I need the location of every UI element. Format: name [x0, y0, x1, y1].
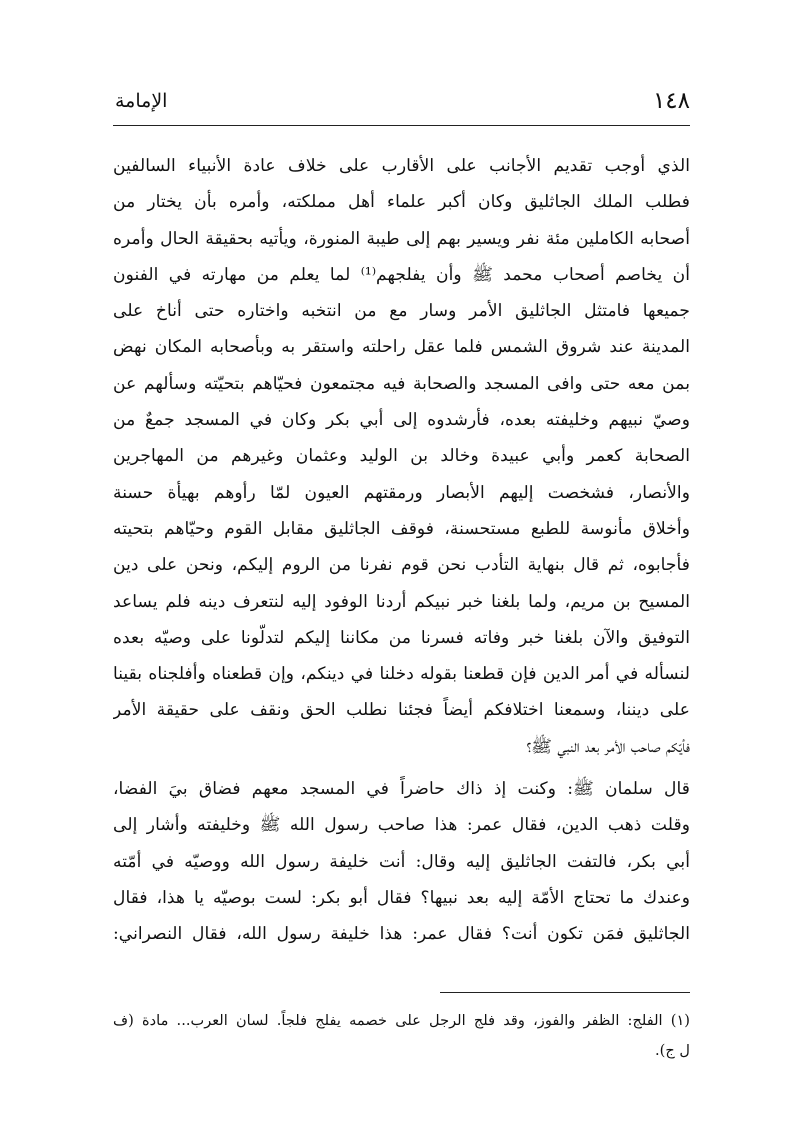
text-line: أصحابه الكاملين مئة نفر ويسير بهم إلى طيبة المنورة، ويأتيه بحقيقة الحال وأمره — [113, 228, 690, 249]
text-line: فأيّكم صاحب الأمر بعد النبي ﷺ؟ — [526, 736, 690, 757]
text-line: أن يخاصم أصحاب محمد ﷺ وأن يفلجهم⁽¹⁾ لما يعلم من مهارته في الفنون — [113, 264, 690, 285]
running-title: الإمامة — [115, 90, 168, 112]
text-line: الجاثليق فمَن تكون أنت؟ فقال عمر: هذا خليفة رسول الله، فقال النصراني: — [113, 924, 690, 945]
text-line: قال سلمان ﷺ: وكنت إذ ذاك حاضراً في المسجد معهم فضاق بيَ الفضا، — [113, 779, 690, 800]
page-header — [113, 86, 690, 118]
paragraph — [113, 771, 690, 952]
header-divider — [113, 125, 690, 126]
text-line: وصيّ نبيهم وخليفته بعده، فأرشدوه إلى أبي بكر وكان في المسجد جمعٌ من — [113, 410, 690, 431]
text-line: وعندك ما تحتاج الأمّة إليه بعد نبيها؟ فقال أبو بكر: لست بوصيّه يا هذا، فقال — [113, 887, 690, 908]
text-line: التوفيق والآن بلغنا خبر وفاته فسرنا من مكاننا إليكم لتدلّونا على وصيّه بعده — [113, 627, 690, 648]
text-line: لنسأله في أمر الدين فإن قطعنا بقوله دخلنا في دينكم، وإن قطعناه وأفلجناه بقينا — [113, 664, 690, 685]
text-line: والأنصار، فشخصت إليهم الأبصار ورمقتهم العيون لمّا رأوهم بهيأة حسنة — [113, 482, 690, 503]
text-line: الذي أوجب تقديم الأجانب على الأقارب على خلاف عادة الأنبياء السالفين — [113, 156, 690, 176]
text-line: فطلب الملك الجاثليق وكان أكبر علماء أهل مملكته، وأمره بأن يختار من — [113, 192, 690, 213]
text-line: المسيح بن مريم، ولما بلغنا خبر نبيكم أردنا الوفود إليه لنتعرف دينه فلم يساعد — [113, 591, 690, 612]
text-line: المدينة عند شروق الشمس فلما عقل راحلته واستقر به وبأصحابه المكان نهض — [113, 337, 690, 358]
main-text — [113, 148, 690, 953]
text-line: بمن معه حتى وافى المسجد والصحابة فيه مجتمعون فحيّاهم بتحيّته وسألهم عن — [113, 373, 690, 394]
text-line: وأخلاق مأنوسة للطبع مستحسنة، فوقف الجاثليق مقابل القوم وحيّاهم بتحيته — [113, 518, 690, 539]
text-line: فأجابوه، ثم قال بنهاية التأدب نحن قوم نفرنا من الروم إليكم، ونحن على دين — [113, 555, 690, 576]
footnotes — [113, 1006, 690, 1066]
text-line: وقلت ذهب الدين، فقال عمر: هذا صاحب رسول الله ﷺ وخليفته وأشار إلى — [113, 815, 690, 836]
text-line: أبي بكر، فالتفت الجاثليق إليه وقال: أنت خليفة رسول الله ووصيّه في أمّته — [113, 851, 690, 872]
footnote-line: ل ج). — [655, 1042, 690, 1059]
footnote-divider — [440, 992, 690, 993]
footnote-line: (١) الفلج: الظفر والفوز، وقد فلج الرجل على خصمه يفلج فلجاً. لسان العرب... مادة (ف — [113, 1012, 690, 1029]
paragraph — [113, 148, 690, 765]
text-line: على ديننا، وسمعنا اختلافكم أيضاً فجئنا نطلب الحق ونقف على حقيقة الأمر — [113, 700, 690, 721]
page-number: ١٤٨ — [652, 88, 690, 114]
text-line: جميعها فامتثل الجاثليق الأمر وسار مع من انتخبه واختاره حتى أناخ على — [113, 301, 690, 322]
text-line: الصحابة كعمر وأبي عبيدة وخالد بن الوليد وعثمان وغيرهم من المهاجرين — [113, 446, 690, 467]
